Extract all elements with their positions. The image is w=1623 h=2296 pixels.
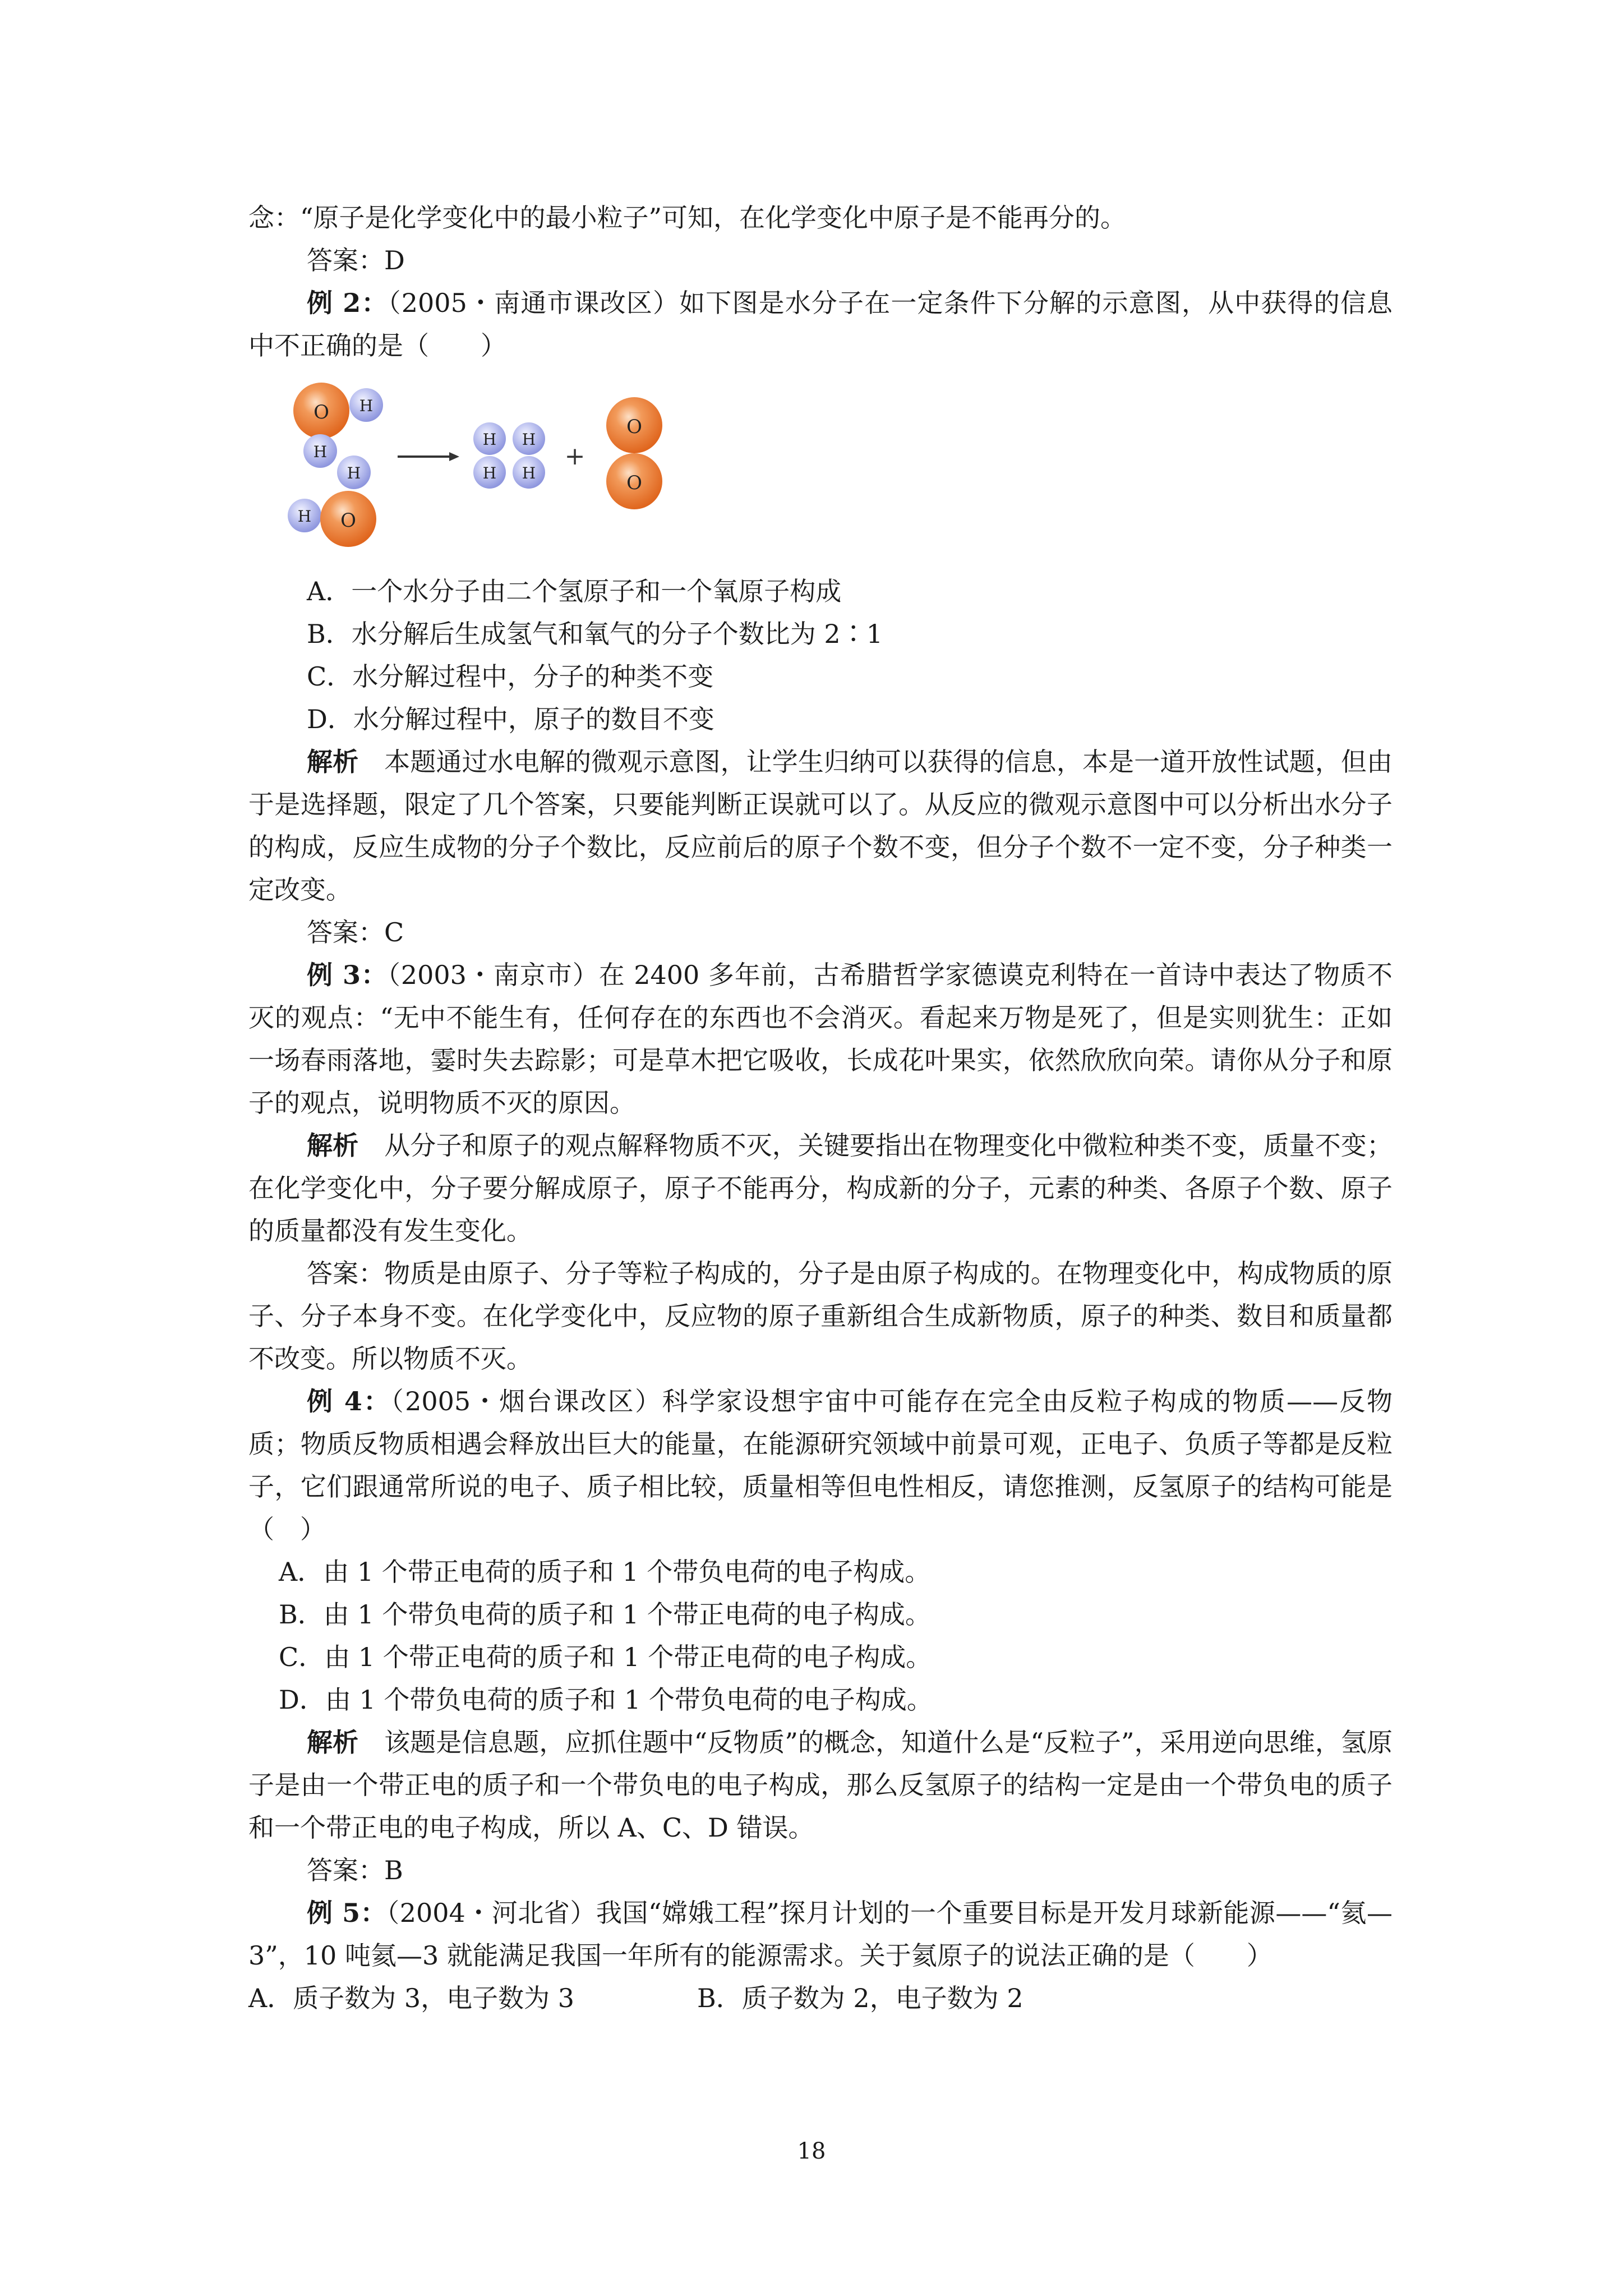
option-d: D．由 1 个带负电荷的质子和 1 个带负电荷的电子构成。 [279,1685,933,1715]
plus-sign: + [564,442,585,471]
example-4 [248,1380,1393,1550]
example-label: 例 4： [307,1386,391,1416]
example-text: （2005・南通市课改区）如下图是水分子在一定条件下分解的示意图，从中获得的信息中不正确的是（ ） [248,288,1393,361]
example-text: （2003・南京市）在 2400 多年前，古希腊哲学家德谟克利特在一首诗中表达了物质不灭的观点：“无中不能生有，任何存在的东西也不会消灭。看起来万物是死了，但是实则犹生：正如一场春雨落地，霎时失去踪影；可是草木把它吸收，长成花叶果实，依然欣欣向荣。请你从分子和原子的观点，说明物质不灭的原因。 [248,960,1393,1118]
analysis-3 [248,1124,1393,1252]
hydrogen-molecule [473,422,506,489]
option-b: B．水分解后生成氢气和氧气的分子个数比为 2∶1 [307,619,883,649]
answer-4: 答案：B [307,1855,403,1885]
example-5 [248,1892,1393,1977]
option-a: A．由 1 个带正电荷的质子和 1 个带负电荷的电子构成。 [279,1557,931,1587]
analysis-4 [248,1721,1393,1849]
atom-label: H [522,464,536,482]
option-c: C．水分解过程中，分子的种类不变 [307,661,714,692]
atom-label: H [482,430,497,449]
water-molecule [288,455,376,547]
option-a: A．一个水分子由二个氢原子和一个氧原子构成 [307,576,842,606]
analysis-text: 本题通过水电解的微观示意图，让学生归纳可以获得的信息，本是一道开放性试题，但由于是选择题，限定了几个答案，只要能判断正误就可以了。从反应的微观示意图中可以分析出水分子的构成，反应生成物的分子个数比，反应前后的原子个数不变，但分子个数不一定不变，分子种类一定改变。 [248,747,1393,905]
options-row [248,1977,1393,2019]
atom-label: O [340,509,356,532]
answer-2: 答案：C [307,917,404,947]
option-b: B．由 1 个带负电荷的质子和 1 个带正电荷的电子构成。 [279,1599,931,1630]
atom-label: O [626,472,642,494]
answer-3: 答案：物质是由原子、分子等粒子构成的，分子是由原子构成的。在物理变化中，构成物质的原子、分子本身不变。在化学变化中，反应物的原子重新组合生成新物质，原子的种类、数目和质量都不改变。所以物质不灭。 [248,1258,1393,1374]
analysis-label: 解析 [307,1727,359,1757]
arrow-head [449,452,459,461]
water-decomposition-diagram [283,377,709,562]
example-label: 例 3： [307,960,388,990]
atom-label: H [313,443,328,461]
analysis-label: 解析 [307,1130,359,1161]
atom-label: H [347,464,361,482]
analysis-text: 该题是信息题，应抓住题中“反物质”的概念，知道什么是“反粒子”，采用逆向思维，氢原子是由一个带正电的质子和一个带负电的电子构成，那么反氢原子的结构一定是由一个带负电的质子和一个带正电的电子构成，所以 A、C、D 错误。 [248,1727,1393,1843]
atom-label: H [359,397,374,415]
page-content [248,196,1393,2019]
example-label: 例 5： [307,1898,387,1928]
water-decomposition-figure [283,377,709,562]
page-number: 18 [797,2138,826,2164]
option-c: C．由 1 个带正电荷的质子和 1 个带正电荷的电子构成。 [279,1642,932,1672]
atom-label: H [297,507,312,526]
example-text: （2005・烟台课改区）科学家设想宇宙中可能存在完全由反粒子构成的物质——反物质；物质反物质相遇会释放出巨大的能量，在能源研究领域中前景可观，正电子、负质子等都是反粒子，它们跟通常所说的电子、质子相比较，质量相等但电性相反，请您推测，反氢原子的结构可能是（ ） [248,1386,1393,1544]
oxygen-molecule [606,397,662,509]
analysis-text: 从分子和原子的观点解释物质不灭，关键要指出在物理变化中微粒种类不变，质量不变；在化学变化中，分子要分解成原子，原子不能再分，构成新的分子，元素的种类、各原子个数、原子的质量都没有发生变化。 [248,1130,1393,1246]
hydrogen-molecule [513,422,545,489]
atom-label: H [522,430,536,449]
analysis-label: 解析 [307,747,359,777]
atom-label: H [482,464,497,482]
water-molecule [293,383,383,468]
analysis-2 [248,740,1393,911]
option-d: D．水分解过程中，原子的数目不变 [307,704,714,734]
example-2 [248,282,1393,367]
option-b: B．质子数为 2，电子数为 2 [697,1983,1023,2013]
example-3 [248,954,1393,1124]
text-line: 念：“原子是化学变化中的最小粒子”可知，在化学变化中原子是不能再分的。 [248,203,1127,233]
example-text: （2004・河北省）我国“嫦娥工程”探月计划的一个重要目标是开发月球新能源——“氦—3”，10 吨氦—3 就能满足我国一年所有的能源需求。关于氦原子的说法正确的是（ ） [248,1898,1393,1971]
atom-label: O [313,401,329,424]
example-label: 例 2： [307,288,388,318]
answer-1: 答案：D [307,245,405,275]
atom-label: O [626,416,642,438]
option-a: A．质子数为 3，电子数为 3 [248,1983,574,2013]
